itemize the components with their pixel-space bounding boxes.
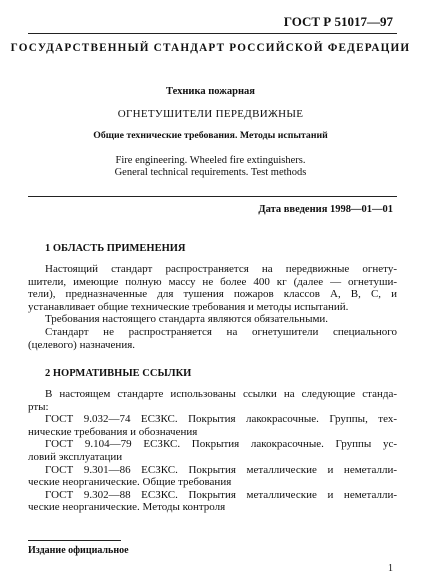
- text-line: нические требования и обозначения: [28, 425, 198, 438]
- text-line: ГОСТ 9.104—79 ЕСЗКС. Покрытия лакокрасочные. Группы ус-: [45, 438, 397, 451]
- english-title-line: General technical requirements. Test methods: [114, 167, 307, 178]
- document-title: ОГНЕТУШИТЕЛИ ПЕРЕДВИЖНЫЕ: [117, 108, 304, 120]
- section-heading-references: 2 НОРМАТИВНЫЕ ССЫЛКИ: [45, 368, 192, 379]
- standard-number: ГОСТ Р 51017—97: [283, 14, 393, 29]
- text-line: рты:: [28, 400, 49, 413]
- footer-divider: [28, 540, 121, 541]
- header-divider: [28, 33, 397, 34]
- section-body-references: [28, 388, 397, 514]
- text-line: В настоящем стандарте использованы ссылки на следующие станда-: [45, 388, 397, 400]
- text-line: ГОСТ 9.032—74 ЕСЗКС. Покрытия лакокрасочные. Группы, тех-: [45, 413, 397, 426]
- text-line: ческие неорганические. Методы контроля: [28, 501, 226, 514]
- text-line: Требования настоящего стандарта являются обязательными.: [45, 313, 329, 326]
- text-line: тели), предназначенные для тушения пожаров классов А, В, С, и: [28, 288, 397, 301]
- text-line: шители, имеющие полную массу не более 400 кг (далее — огнетуши-: [28, 275, 397, 288]
- text-line: Настоящий стандарт распространяется на передвижные огнету-: [45, 263, 397, 275]
- document-subject: Техника пожарная: [166, 86, 255, 97]
- title-divider: [28, 196, 397, 197]
- text-line: (целевого) назначения.: [28, 338, 136, 351]
- text-line: ческие неорганические. Общие требования: [28, 476, 232, 489]
- section-body-scope: [28, 263, 397, 351]
- english-title: [0, 155, 421, 179]
- introduction-date: Дата введения 1998—01—01: [258, 204, 393, 215]
- text-line: Стандарт не распространяется на огнетушители специального: [45, 325, 397, 338]
- english-title-line: Fire engineering. Wheeled fire extinguishers.: [115, 155, 306, 166]
- standard-type-heading: ГОСУДАРСТВЕННЫЙ СТАНДАРТ РОССИЙСКОЙ ФЕДЕРАЦИИ: [10, 42, 411, 54]
- document-subtitle: Общие технические требования. Методы испытаний: [93, 130, 328, 141]
- text-line: ГОСТ 9.302—88 ЕСЗКС. Покрытия металлические и неметалли-: [45, 488, 397, 501]
- text-line: ловий эксплуатации: [28, 450, 123, 463]
- page-number: 1: [388, 563, 393, 574]
- official-edition-label: Издание официальное: [28, 545, 129, 556]
- text-line: устанавливает общие технические требования и методы испытаний.: [28, 300, 349, 313]
- text-line: ГОСТ 9.301—86 ЕСЗКС. Покрытия металлические и неметалли-: [45, 463, 397, 476]
- section-heading-scope: 1 ОБЛАСТЬ ПРИМЕНЕНИЯ: [45, 243, 186, 254]
